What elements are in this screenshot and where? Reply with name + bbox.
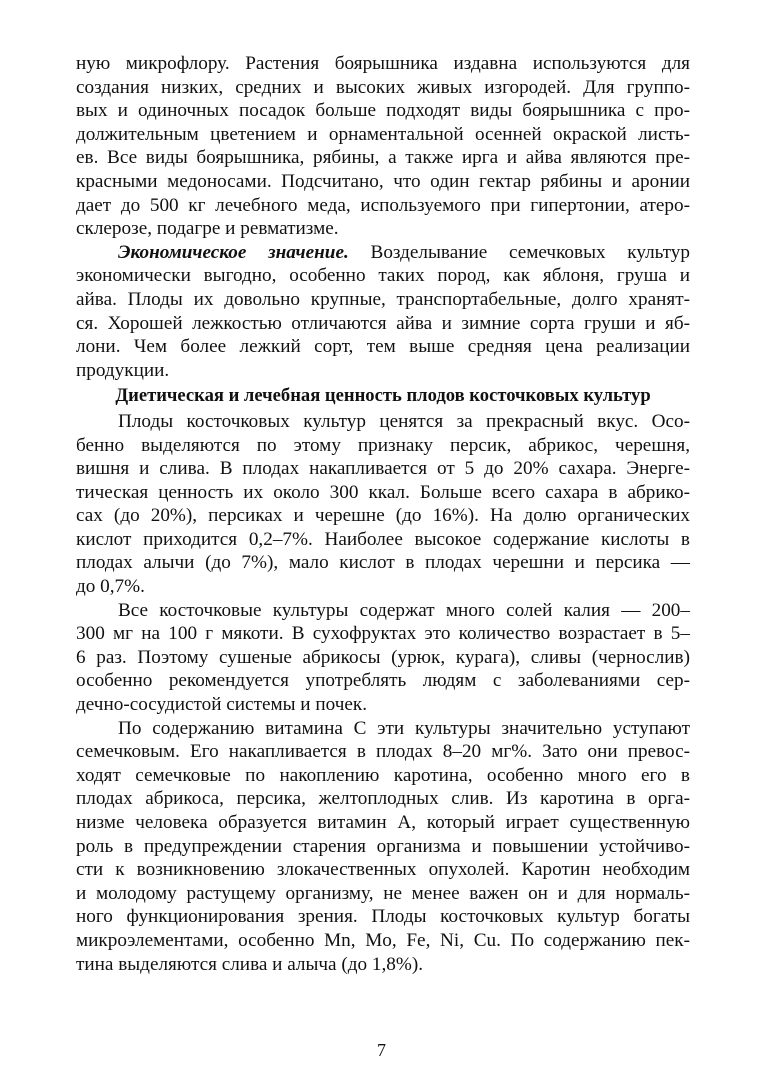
text-line: должительным цветением и орнаментальной осенней окраской листь-: [76, 123, 690, 145]
text-line: склерозе, подагре и ревматизме.: [76, 218, 339, 240]
text-line: сах (до 20%), персиках и черешне (до 16%). На долю органических: [76, 505, 690, 527]
text-line: семечковым. Его накапливается в плодах 8–20 мг%. Зато они превос-: [76, 741, 690, 763]
text-line: дает до 500 кг лечебного меда, используемого при гипертонии, атеро-: [76, 194, 690, 216]
text-line: особенно рекомендуется употреблять людям с заболеваниями сер-: [76, 670, 690, 692]
text-line: создания низких, средних и высоких живых изгородей. Для группо-: [76, 76, 690, 98]
text-line: кислот приходится 0,2–7%. Наиболее высокое содержание кислоты в: [76, 528, 690, 550]
text-line: роль в предупреждении старения организма и повышении устойчиво-: [76, 835, 690, 857]
paragraph-potassium: [76, 599, 690, 717]
paragraph-intro: [76, 52, 690, 241]
text-line: плодах алычи (до 7%), мало кислот в плодах черешни и персика —: [76, 552, 690, 574]
text-line: 6 раз. Поэтому сушеные абрикосы (урюк, курага), сливы (чернослив): [76, 646, 690, 668]
text-line: ную микрофлору. Растения боярышника издавна используются для: [76, 53, 690, 74]
text-line: сти к возникновению злокачественных опухолей. Каротин необходим: [76, 859, 690, 881]
text-line: лони. Чем более лежкий сорт, тем выше средняя цена реализации: [76, 336, 690, 358]
text-line: бенно выделяются по этому признаку персик, абрикос, черешня,: [76, 434, 690, 456]
text-line: до 0,7%.: [76, 576, 145, 598]
text-line: ного функционирования зрения. Плоды косточковых культур богаты: [76, 906, 690, 928]
text-line: низме человека образуется витамин А, который играет существенную: [76, 812, 690, 833]
text-line: ходят семечковые по накоплению каротина, особенно много его в: [76, 764, 690, 786]
text-line: микроэлементами, особенно Mn, Mo, Fe, Ni, Cu. По содержанию пек-: [76, 929, 690, 951]
paragraph-lead-rest: Возделывание семечковых культур: [348, 241, 690, 263]
text-line: [76, 241, 690, 265]
paragraph-economic-significance: [76, 241, 690, 383]
text-line: вишня и слива. В плодах накапливается от 5 до 20% сахара. Энерге-: [76, 458, 690, 480]
text-line: айва. Плоды их довольно крупные, транспортабельные, долго хранят-: [76, 288, 690, 310]
text-line: дечно-сосудистой системы и почек.: [76, 694, 368, 716]
paragraph-lead-term: Экономическое значение.: [118, 241, 349, 263]
text-line: тическая ценность их около 300 ккал. Больше всего сахара в абрико-: [76, 481, 690, 503]
text-line: красными медоносами. Подсчитано, что один гектар рябины и аронии: [76, 170, 690, 192]
paragraph-vitamins: [76, 717, 690, 977]
text-line: продукции.: [76, 359, 170, 381]
page-number: 7: [377, 1040, 386, 1060]
text-line: ев. Все виды боярышника, рябины, а также ирга и айва являются пре-: [76, 147, 690, 169]
section-heading: Диетическая и лечебная ценность плодов косточковых культур: [115, 385, 651, 407]
text-line: По содержанию витамина С эти культуры значительно уступают: [118, 717, 690, 739]
paragraph-taste-sugar: [76, 410, 690, 599]
text-line: экономически выгодно, особенно таких пород, как яблоня, груша и: [76, 265, 690, 287]
text-line: тина выделяются слива и алыча (до 1,8%).: [76, 953, 424, 975]
text-line: 300 мг на 100 г мякоти. В сухофруктах это количество возрастает в 5–: [76, 623, 690, 645]
text-line: ся. Хорошей лежкостью отличаются айва и зимние сорта груши и яб-: [76, 312, 690, 334]
text-line: вых и одиночных посадок больше подходят виды боярышника с про-: [76, 100, 690, 122]
page-body: [76, 52, 690, 976]
text-line: Все косточковые культуры содержат много солей калия — 200–: [118, 599, 690, 621]
text-line: плодах абрикоса, персика, желтоплодных слив. Из каротина в орга-: [76, 788, 690, 810]
text-line: и молодому растущему организму, не менее важен он и для нормаль-: [76, 882, 690, 904]
text-line: Плоды косточковых культур ценятся за прекрасный вкус. Осо-: [118, 410, 690, 432]
